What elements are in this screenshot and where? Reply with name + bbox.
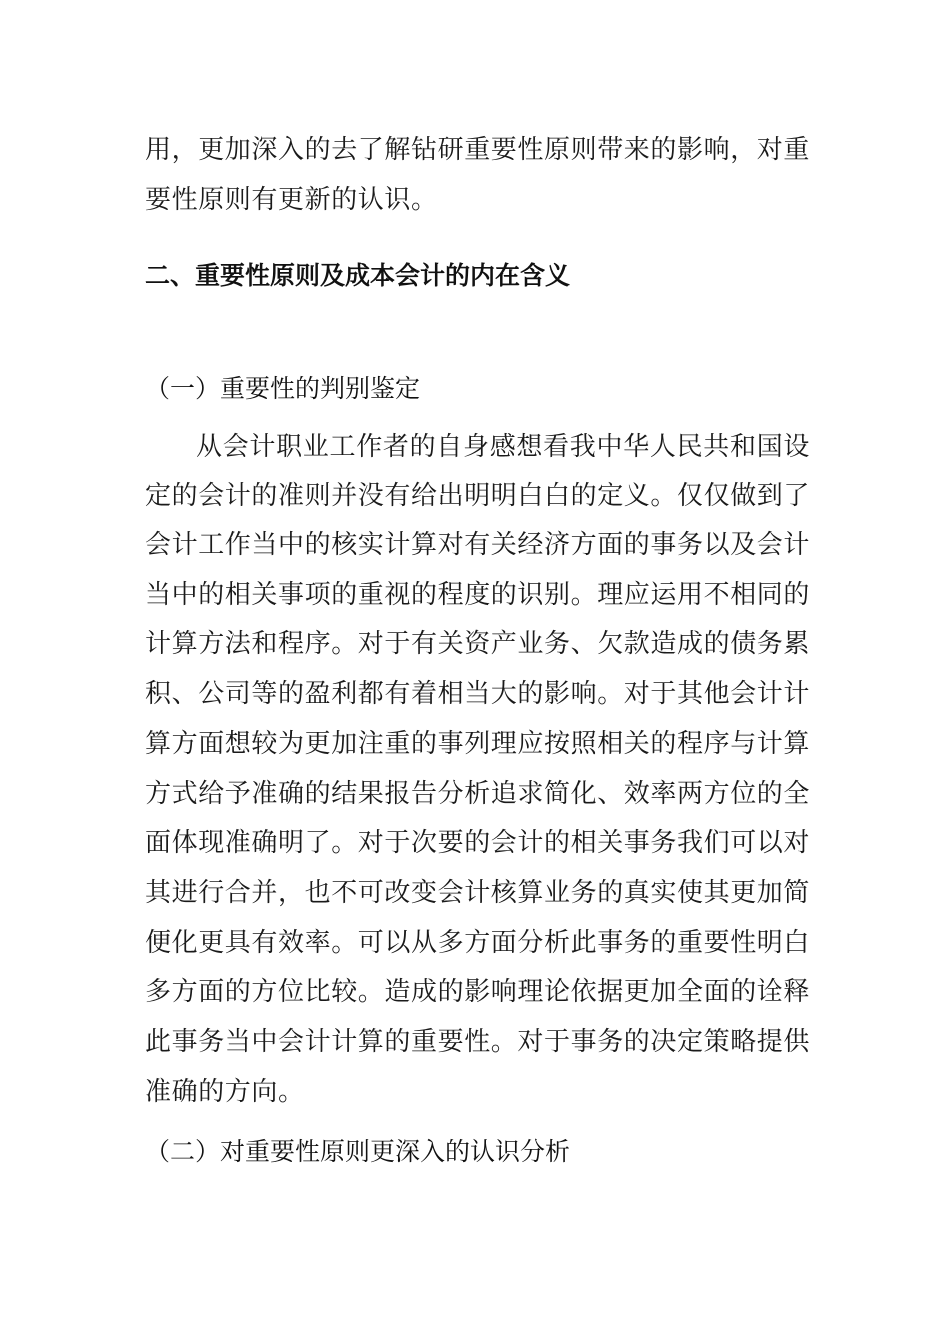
paragraph-line-2: 定的会计的准则并没有给出明明白白的定义。仅仅做到了 bbox=[145, 481, 811, 511]
paragraph-line-8: 方式给予准确的结果报告分析追求简化、效率两方位的全 bbox=[145, 779, 811, 809]
subsection-1-heading: （一）重要性的判别鉴定 bbox=[145, 374, 421, 403]
paragraph-line-11: 便化更具有效率。可以从多方面分析此事务的重要性明白 bbox=[145, 928, 811, 958]
paragraph-line-7: 算方面想较为更加注重的事列理应按照相关的程序与计算 bbox=[145, 729, 811, 759]
intro-line-2: 要性原则有更新的认识。 bbox=[145, 185, 438, 215]
paragraph-line-1: 从会计职业工作者的自身感想看我中华人民共和国设 bbox=[196, 432, 810, 462]
paragraph-line-6: 积、公司等的盈利都有着相当大的影响。对于其他会计计 bbox=[145, 679, 811, 709]
paragraph-line-13: 此事务当中会计计算的重要性。对于事务的决定策略提供 bbox=[145, 1027, 811, 1057]
section-heading: 二、重要性原则及成本会计的内在含义 bbox=[145, 261, 571, 290]
paragraph-line-3: 会计工作当中的核实计算对有关经济方面的事务以及会计 bbox=[145, 530, 811, 560]
paragraph-line-14: 准确的方向。 bbox=[145, 1077, 305, 1107]
paragraph-line-9: 面体现准确明了。对于次要的会计的相关事务我们可以对 bbox=[145, 828, 811, 858]
intro-line-1: 用，更加深入的去了解钻研重要性原则带来的影响，对重 bbox=[145, 135, 811, 165]
paragraph-line-12: 多方面的方位比较。造成的影响理论依据更加全面的诠释 bbox=[145, 977, 811, 1007]
paragraph-line-5: 计算方法和程序。对于有关资产业务、欠款造成的债务累 bbox=[145, 629, 811, 659]
subsection-2-heading: （二）对重要性原则更深入的认识分析 bbox=[145, 1137, 571, 1166]
paragraph-line-10: 其进行合并，也不可改变会计核算业务的真实使其更加简 bbox=[145, 878, 811, 908]
paragraph-line-4: 当中的相关事项的重视的程度的识别。理应运用不相同的 bbox=[145, 580, 811, 610]
